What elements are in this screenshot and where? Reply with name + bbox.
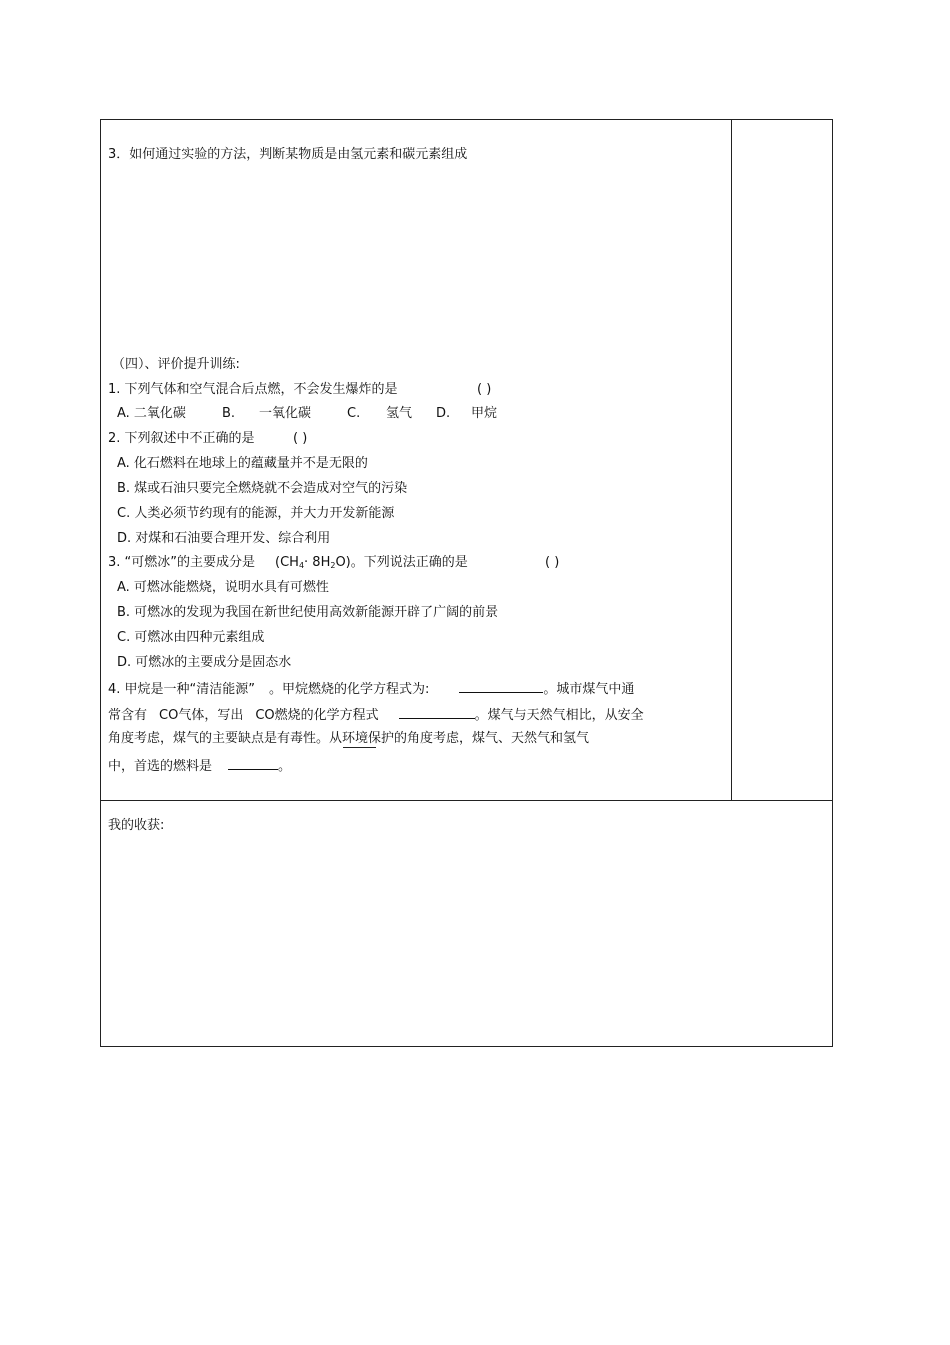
q2-option-d: D. 对煤和石油要合理开发、综合利用: [117, 531, 331, 546]
q1-option-c-letter: C.: [347, 406, 361, 421]
q3-option-c: C. 可燃冰由四种元素组成: [117, 630, 265, 645]
q3-option-d: D. 可燃冰的主要成分是固态水: [117, 655, 292, 670]
q2-option-c: C. 人类必须节约现有的能源，并大力开发新能源: [117, 506, 395, 521]
q1-option-d-letter: D.: [436, 406, 451, 421]
table-border-bottom: [100, 1046, 833, 1047]
table-border-left: [100, 119, 101, 1047]
q4-safety-text: 。煤气与天然气相比，从安全: [474, 708, 644, 723]
q4-clean-energy-text: 4. 甲烷是一种“清洁能源”: [108, 682, 256, 697]
table-row-divider: [100, 800, 833, 801]
q3-answer-paren: ( ): [545, 555, 560, 570]
my-harvest-label: 我的收获:: [108, 818, 165, 833]
q2-stem: 2. 下列叙述中不正确的是: [108, 431, 255, 446]
q4-blank-preferred-fuel[interactable]: [228, 756, 278, 770]
q4-contains-text: 常含有: [108, 708, 148, 723]
q4-toxicity-text: 角度考虑，煤气的主要缺点是有毒性: [108, 731, 317, 746]
q3-formula-sub-1: 4: [298, 561, 305, 570]
q4-co-gas-text: CO气体，写出: [159, 708, 244, 723]
q1-stem: 1. 下列气体和空气混合后点燃，不会发生爆炸的是: [108, 382, 398, 397]
table-border-right: [832, 119, 833, 1047]
q1-option-a: A. 二氧化碳: [117, 406, 186, 421]
q3-formula-part-3: O)。下列说法正确的是: [335, 555, 468, 570]
q4-line-1: [108, 679, 634, 699]
q1-option-c-text: 氢气: [386, 406, 413, 421]
section-title: （四）、评价提升训练:: [112, 357, 240, 372]
q2-option-a: A. 化石燃料在地球上的蕴藏量并不是无限的: [117, 456, 368, 471]
q1-answer-paren: ( ): [477, 382, 492, 397]
q4-line-4: [108, 756, 291, 776]
q2-option-b: B. 煤或石油只要完全燃烧就不会造成对空气的污染: [117, 481, 408, 496]
q4-period: 。: [278, 759, 292, 774]
q4-environment-text: 。从环境保护的角度考虑，煤气、天然气和氢气: [316, 731, 590, 746]
q4-blank-methane-equation[interactable]: [459, 679, 543, 693]
question-3-experiment: 3．如何通过实验的方法，判断某物质是由氢元素和碳元素组成: [108, 147, 468, 162]
q4-co-equation-prompt: CO燃烧的化学方程式: [255, 708, 379, 723]
q2-answer-paren: ( ): [293, 431, 308, 446]
q3-stem: [108, 554, 468, 575]
q3-stem-text: 3. “可燃冰”的主要成分是: [108, 555, 256, 570]
q4-blank-co-equation[interactable]: [399, 705, 475, 719]
q4-blank-toxicity-underline[interactable]: [343, 747, 376, 748]
table-side-column-divider: [731, 119, 732, 800]
q3-option-b: B. 可燃冰的发现为我国在新世纪使用高效新能源开辟了广阔的前景: [117, 605, 499, 620]
q3-formula-part-1: (CH: [275, 555, 299, 570]
q4-preferred-fuel-text: 中，首选的燃料是: [108, 759, 213, 774]
q1-option-b-text: 一氧化碳: [259, 406, 312, 421]
q4-city-gas-text: 。城市煤气中通: [543, 682, 635, 697]
q1-option-b-letter: B.: [222, 406, 236, 421]
q1-option-d-text: 甲烷: [471, 406, 498, 421]
q4-equation-prompt: 。甲烷燃烧的化学方程式为:: [269, 682, 430, 697]
q3-formula-sub-2: 2: [330, 561, 336, 570]
q3-formula-part-2: · 8H: [304, 555, 331, 570]
q4-line-2: [108, 705, 644, 725]
q4-line-3: [108, 730, 589, 748]
q3-option-a: A. 可燃冰能燃烧，说明水具有可燃性: [117, 580, 329, 595]
table-border-top: [100, 119, 833, 120]
